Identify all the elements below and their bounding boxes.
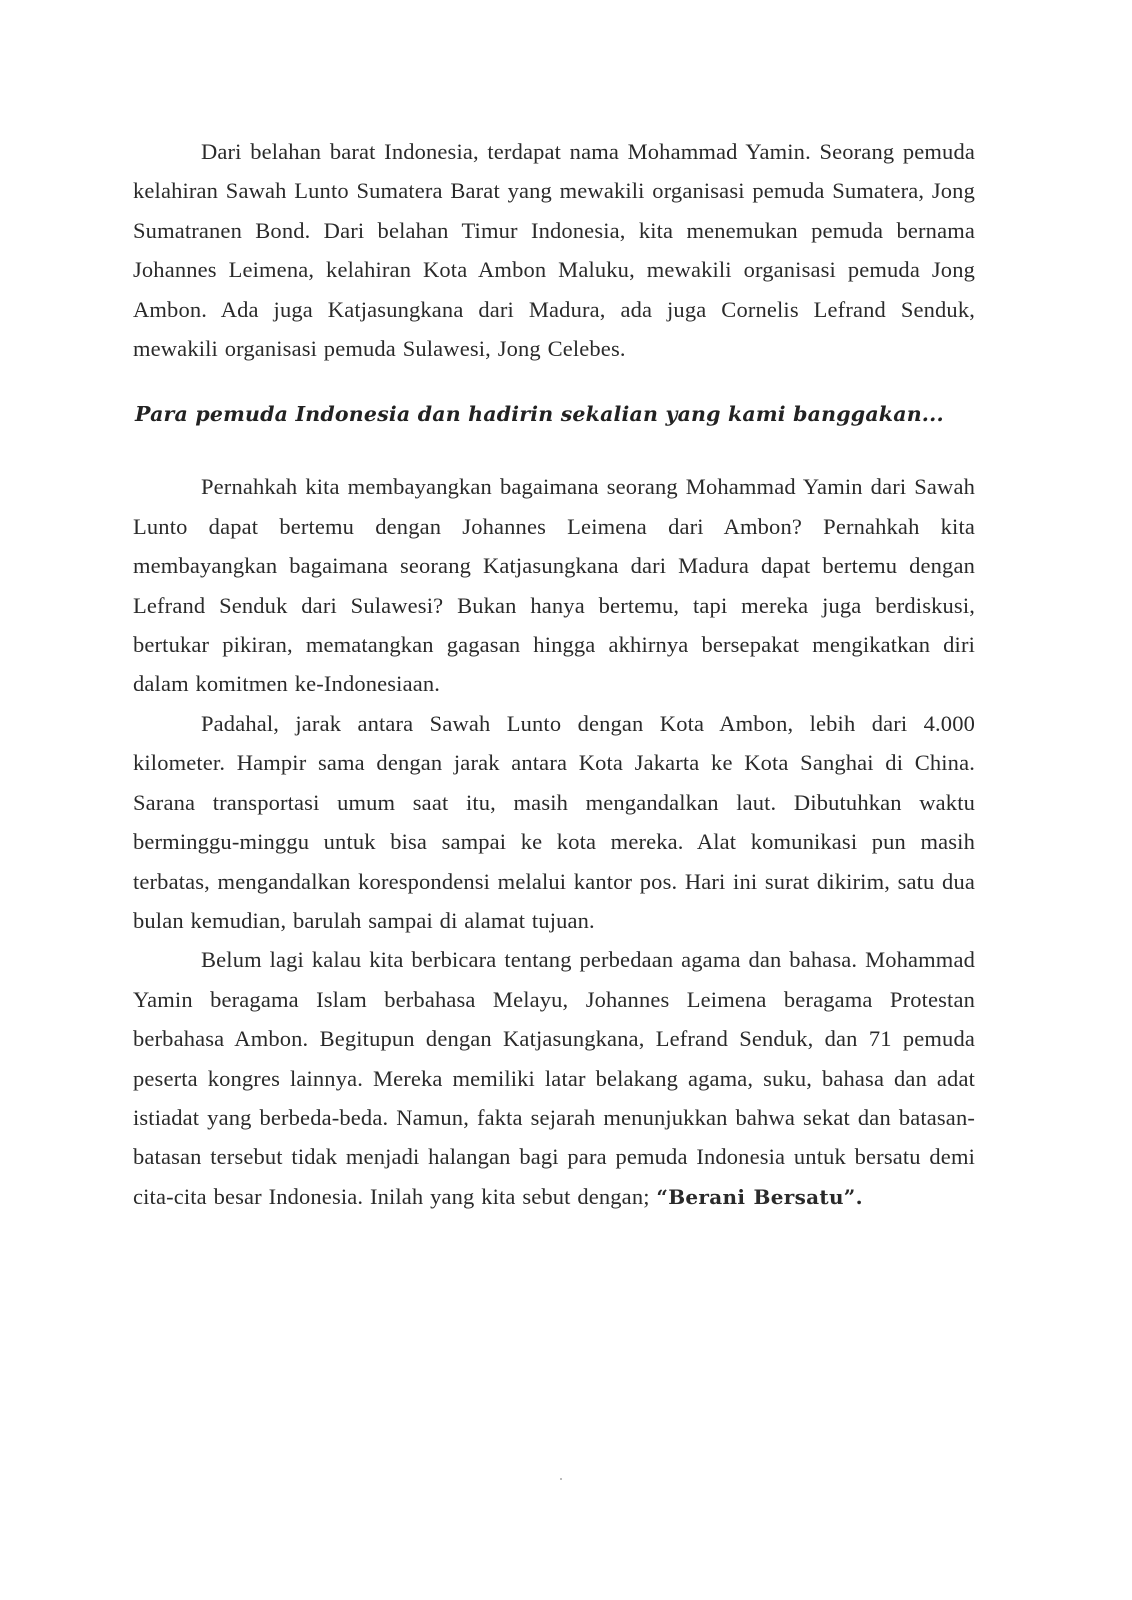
emphasis-berani-bersatu: “Berani Bersatu”. (656, 1184, 863, 1209)
scan-speck (560, 1478, 562, 1480)
paragraph-diversity-text: Belum lagi kalau kita berbicara tentang perbedaan agama dan bahasa. Mohammad Yamin beragama Islam berbahasa Melayu, Johannes Leimena beragama Protestan berbahasa Ambon. Begitupun dengan Katjasungkana, Lefrand Senduk, dan 71 pemuda peserta kongres lainnya. Mereka memiliki latar belakang agama, suku, bahasa dan adat istiadat yang berbeda-beda. Namun, fakta sejarah menunjukkan bahwa sekat dan batasan-batasan tersebut tidak menjadi halangan bagi para pemuda Indonesia untuk bersatu demi cita-cita besar Indonesia. Inilah yang kita sebut dengan; (133, 947, 975, 1209)
paragraph-imagine: Pernahkah kita membayangkan bagaimana seorang Mohammad Yamin dari Sawah Lunto dapat bertemu dengan Johannes Leimena dari Ambon? Pernahkah kita membayangkan bagaimana seorang Katjasungkana dari Madura dapat bertemu dengan Lefrand Senduk dari Sulawesi? Bukan hanya bertemu, tapi mereka juga berdiskusi, bertukar pikiran, mematangkan gagasan hingga akhirnya bersepakat mengikatkan diri dalam komitmen ke-Indonesiaan. (133, 474, 975, 697)
document-page (133, 132, 975, 1217)
paragraph-intro: Dari belahan barat Indonesia, terdapat nama Mohammad Yamin. Seorang pemuda kelahiran Sawah Lunto Sumatera Barat yang mewakili organisasi pemuda Sumatera, Jong Sumatranen Bond. Dari belahan Timur Indonesia, kita menemukan pemuda bernama Johannes Leimena, kelahiran Kota Ambon Maluku, mewakili organisasi pemuda Jong Ambon. Ada juga Katjasungkana dari Madura, ada juga Cornelis Lefrand Senduk, mewakili organisasi pemuda Sulawesi, Jong Celebes. (133, 139, 975, 362)
paragraph-distance: Padahal, jarak antara Sawah Lunto dengan Kota Ambon, lebih dari 4.000 kilometer. Hampir sama dengan jarak antara Kota Jakarta ke Kota Sanghai di China. Sarana transportasi umum saat itu, masih mengandalkan laut. Dibutuhkan waktu berminggu-minggu untuk bisa sampai ke kota mereka. Alat komunikasi pun masih terbatas, mengandalkan korespondensi melalui kantor pos. Hari ini surat dikirim, satu dua bulan kemudian, barulah sampai di alamat tujuan. (133, 710, 975, 933)
section-heading: Para pemuda Indonesia dan hadirin sekalian yang kami banggakan... (135, 402, 944, 427)
paragraph-diversity (133, 940, 975, 1217)
